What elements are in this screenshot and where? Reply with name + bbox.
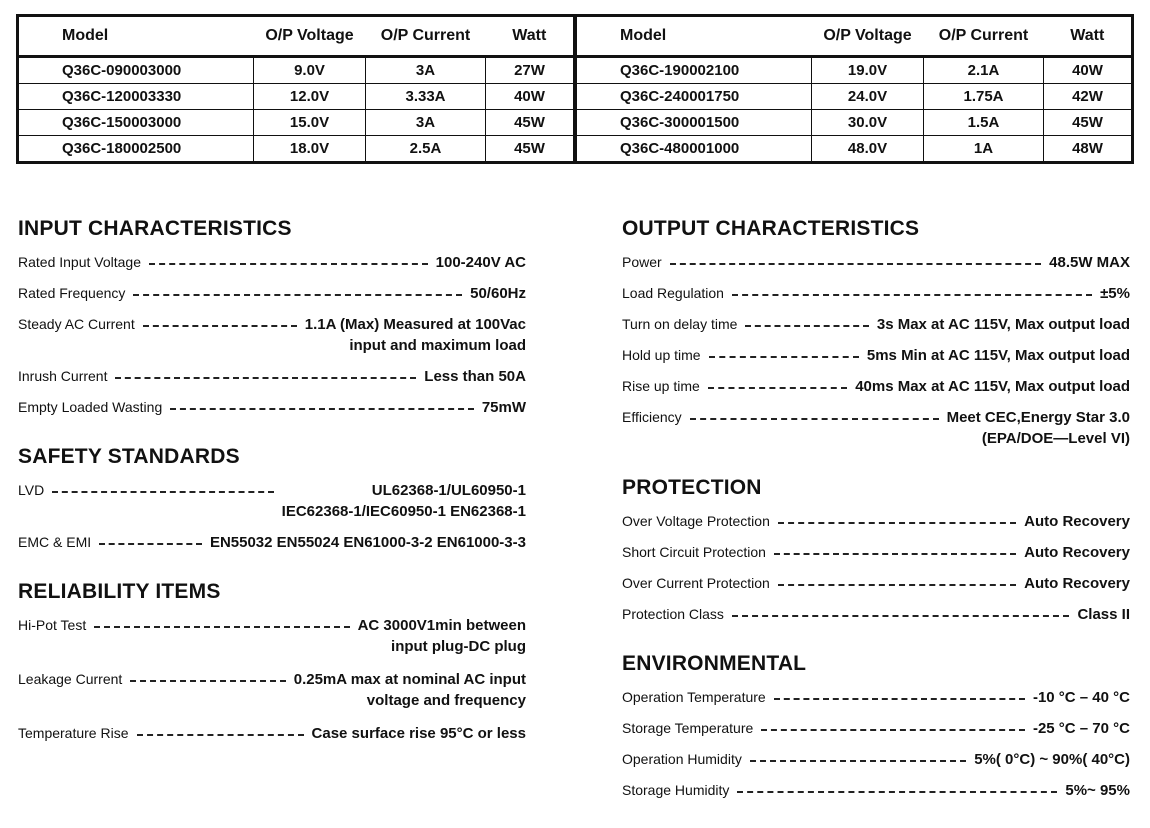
dotted-leader xyxy=(774,687,1025,700)
cell-current: 1.75A xyxy=(924,84,1044,110)
spec-row xyxy=(18,669,526,711)
cell-voltage: 9.0V xyxy=(254,57,366,84)
header-watt: Watt xyxy=(486,16,575,57)
cell-voltage: 12.0V xyxy=(254,84,366,110)
spec-row xyxy=(622,511,1130,532)
spec-value: 100-240V AC xyxy=(435,254,526,271)
dotted-leader xyxy=(94,615,349,628)
spec-value: 5%~ 95% xyxy=(1065,782,1130,799)
cell-watt: 48W xyxy=(1044,136,1133,163)
environmental-section xyxy=(622,651,1130,801)
cell-watt: 45W xyxy=(486,110,575,136)
spec-label: Protection Class xyxy=(622,606,724,622)
spec-label: Storage Temperature xyxy=(622,720,754,736)
cell-watt: 40W xyxy=(1044,57,1133,84)
spec-row xyxy=(622,749,1130,770)
spec-row xyxy=(18,252,526,273)
header-model: Model xyxy=(18,16,254,57)
header-voltage: O/P Voltage xyxy=(254,16,366,57)
spec-label: Leakage Current xyxy=(18,671,123,687)
cell-model: Q36C-480001000 xyxy=(576,136,812,163)
spec-label: Hold up time xyxy=(622,347,701,363)
table-row xyxy=(18,57,575,84)
output-characteristics-section xyxy=(622,216,1130,449)
spec-row xyxy=(18,532,526,553)
spec-label: Efficiency xyxy=(622,409,682,425)
spec-value: -25 °C – 70 °C xyxy=(1032,720,1130,737)
spec-value: 5ms Min at AC 115V, Max output load xyxy=(866,347,1130,364)
spec-value: Class II xyxy=(1077,606,1130,623)
table-row xyxy=(18,84,575,110)
spec-value: Auto Recovery xyxy=(1024,544,1130,561)
spec-value: AC 3000V1min between input plug-DC plug xyxy=(357,617,526,655)
dotted-leader xyxy=(761,718,1025,731)
spec-row xyxy=(622,604,1130,625)
spec-row xyxy=(18,366,526,387)
dotted-leader xyxy=(170,397,474,410)
spec-row xyxy=(18,723,526,744)
dotted-leader xyxy=(709,345,859,358)
spec-label: LVD xyxy=(18,482,45,498)
cell-watt: 45W xyxy=(1044,110,1133,136)
spec-row xyxy=(18,283,526,304)
spec-value: 5%( 0°C) ~ 90%( 40°C) xyxy=(974,751,1130,768)
spec-label: Temperature Rise xyxy=(18,725,129,741)
dotted-leader xyxy=(115,366,416,379)
spec-label: Steady AC Current xyxy=(18,316,135,332)
table-header-row xyxy=(18,16,575,57)
cell-current: 2.1A xyxy=(924,57,1044,84)
spec-row xyxy=(622,345,1130,366)
spec-row xyxy=(622,252,1130,273)
table-header-row xyxy=(576,16,1133,57)
spec-row xyxy=(622,542,1130,563)
spec-row xyxy=(622,314,1130,335)
cell-model: Q36C-240001750 xyxy=(576,84,812,110)
safety-standards-section xyxy=(18,444,526,553)
spec-value: 0.25mA max at nominal AC input voltage and frequency xyxy=(293,671,526,709)
spec-value: Auto Recovery xyxy=(1024,513,1130,530)
dotted-leader xyxy=(737,780,1057,793)
cell-voltage: 24.0V xyxy=(812,84,924,110)
dotted-leader xyxy=(99,532,202,545)
dotted-leader xyxy=(690,407,939,420)
section-title: ENVIRONMENTAL xyxy=(622,652,807,675)
spec-value: 50/60Hz xyxy=(470,285,526,302)
spec-label: Inrush Current xyxy=(18,368,108,384)
cell-watt: 27W xyxy=(486,57,575,84)
cell-current: 3A xyxy=(366,57,486,84)
table-row xyxy=(18,110,575,136)
spec-label: Short Circuit Protection xyxy=(622,544,766,560)
cell-voltage: 19.0V xyxy=(812,57,924,84)
section-title: RELIABILITY ITEMS xyxy=(18,580,221,603)
spec-value: ±5% xyxy=(1100,285,1130,302)
spec-row xyxy=(622,718,1130,739)
spec-value: Less than 50A xyxy=(424,368,526,385)
spec-value: Auto Recovery xyxy=(1024,575,1130,592)
dotted-leader xyxy=(778,511,1016,524)
spec-label: Rated Input Voltage xyxy=(18,254,141,270)
cell-current: 1A xyxy=(924,136,1044,163)
section-title: SAFETY STANDARDS xyxy=(18,445,240,468)
spec-label: Load Regulation xyxy=(622,285,724,301)
section-title: PROTECTION xyxy=(622,476,762,499)
cell-model: Q36C-300001500 xyxy=(576,110,812,136)
dotted-leader xyxy=(670,252,1041,265)
model-table-left xyxy=(16,14,576,164)
dotted-leader xyxy=(732,283,1092,296)
spec-value: Meet CEC,Energy Star 3.0 (EPA/DOE—Level VI) xyxy=(946,409,1130,447)
header-current: O/P Current xyxy=(366,16,486,57)
spec-row xyxy=(622,283,1130,304)
input-characteristics-section xyxy=(18,216,526,418)
dotted-leader xyxy=(774,542,1016,555)
dotted-leader xyxy=(745,314,868,327)
spec-label: Operation Temperature xyxy=(622,689,766,705)
spec-label: Rise up time xyxy=(622,378,700,394)
spec-row xyxy=(18,480,526,522)
spec-label: Hi-Pot Test xyxy=(18,617,87,633)
cell-watt: 45W xyxy=(486,136,575,163)
dotted-leader xyxy=(732,604,1070,617)
cell-watt: 40W xyxy=(486,84,575,110)
dotted-leader xyxy=(778,573,1016,586)
spec-row xyxy=(18,314,526,356)
table-row xyxy=(576,84,1133,110)
spec-row xyxy=(18,397,526,418)
spec-row xyxy=(622,407,1130,449)
spec-row xyxy=(622,780,1130,801)
spec-label: EMC & EMI xyxy=(18,534,92,550)
spec-value: UL62368-1/UL60950-1 IEC62368-1/IEC60950-1 EN62368-1 xyxy=(281,482,526,520)
table-row xyxy=(576,110,1133,136)
spec-label: Over Current Protection xyxy=(622,575,770,591)
header-voltage: O/P Voltage xyxy=(812,16,924,57)
spec-value: 75mW xyxy=(481,399,526,416)
spec-row xyxy=(622,687,1130,708)
cell-watt: 42W xyxy=(1044,84,1133,110)
section-title: OUTPUT CHARACTERISTICS xyxy=(622,217,920,240)
cell-current: 1.5A xyxy=(924,110,1044,136)
table-row xyxy=(576,136,1133,163)
spec-label: Operation Humidity xyxy=(622,751,742,767)
spec-value: EN55032 EN55024 EN61000-3-2 EN61000-3-3 xyxy=(209,534,526,551)
dotted-leader xyxy=(143,314,297,327)
cell-current: 3A xyxy=(366,110,486,136)
cell-model: Q36C-180002500 xyxy=(18,136,254,163)
spec-value: 1.1A (Max) Measured at 100Vac input and maximum load xyxy=(304,316,526,354)
left-column xyxy=(18,216,526,770)
header-current: O/P Current xyxy=(924,16,1044,57)
cell-voltage: 30.0V xyxy=(812,110,924,136)
dotted-leader xyxy=(133,283,462,296)
spec-label: Turn on delay time xyxy=(622,316,738,332)
cell-current: 3.33A xyxy=(366,84,486,110)
spec-value: 3s Max at AC 115V, Max output load xyxy=(876,316,1130,333)
cell-model: Q36C-150003000 xyxy=(18,110,254,136)
spec-value: 48.5W MAX xyxy=(1049,254,1130,271)
dotted-leader xyxy=(130,669,285,682)
table-row xyxy=(576,57,1133,84)
header-model: Model xyxy=(576,16,812,57)
spec-value: 40ms Max at AC 115V, Max output load xyxy=(855,378,1130,395)
spec-row xyxy=(18,615,526,657)
cell-voltage: 15.0V xyxy=(254,110,366,136)
spec-value: Case surface rise 95°C or less xyxy=(311,725,526,742)
cell-model: Q36C-190002100 xyxy=(576,57,812,84)
reliability-items-section xyxy=(18,579,526,744)
protection-section xyxy=(622,475,1130,625)
cell-voltage: 18.0V xyxy=(254,136,366,163)
cell-model: Q36C-120003330 xyxy=(18,84,254,110)
header-watt: Watt xyxy=(1044,16,1133,57)
spec-row xyxy=(622,376,1130,397)
cell-voltage: 48.0V xyxy=(812,136,924,163)
spec-row xyxy=(622,573,1130,594)
section-title: INPUT CHARACTERISTICS xyxy=(18,217,292,240)
cell-current: 2.5A xyxy=(366,136,486,163)
dotted-leader xyxy=(52,480,273,493)
dotted-leader xyxy=(137,723,304,736)
spec-label: Power xyxy=(622,254,662,270)
spec-label: Over Voltage Protection xyxy=(622,513,770,529)
model-table-right xyxy=(574,14,1134,164)
dotted-leader xyxy=(750,749,966,762)
cell-model: Q36C-090003000 xyxy=(18,57,254,84)
dotted-leader xyxy=(708,376,847,389)
spec-label: Rated Frequency xyxy=(18,285,126,301)
spec-value: -10 °C – 40 °C xyxy=(1032,689,1130,706)
table-row xyxy=(18,136,575,163)
spec-label: Storage Humidity xyxy=(622,782,730,798)
dotted-leader xyxy=(149,252,428,265)
right-column xyxy=(622,216,1130,827)
spec-label: Empty Loaded Wasting xyxy=(18,399,163,415)
